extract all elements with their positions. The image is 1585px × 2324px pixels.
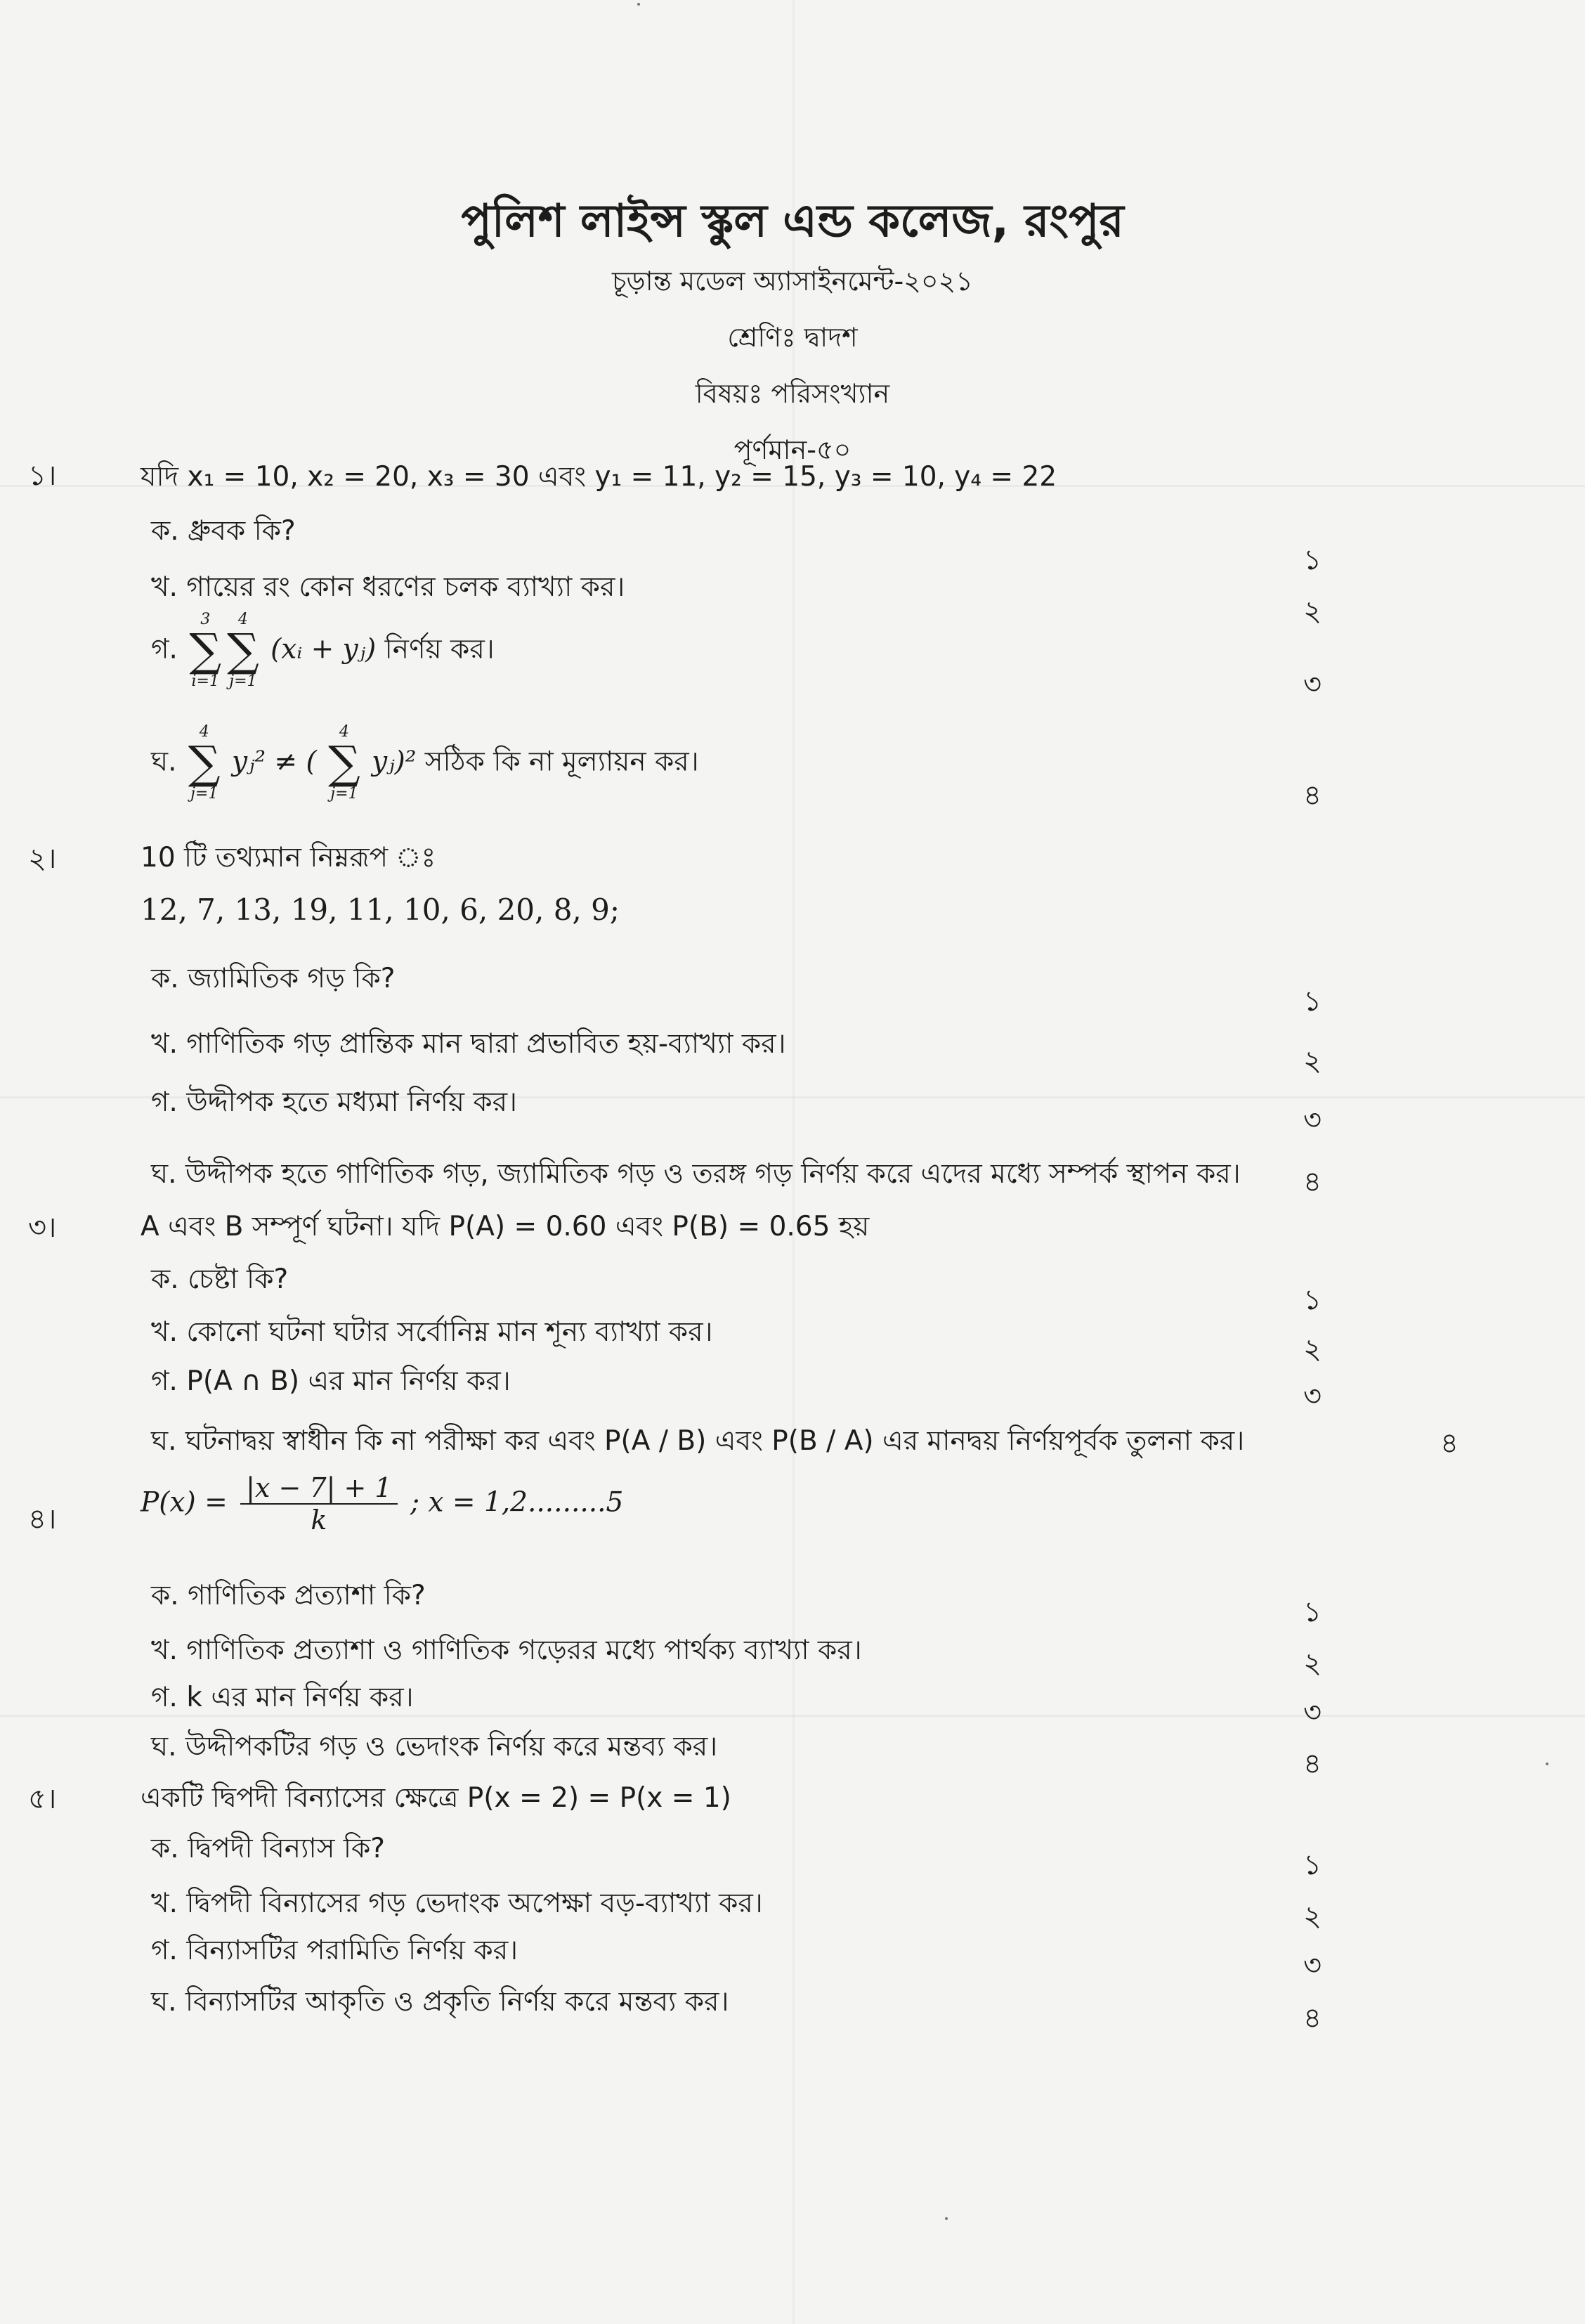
- part-text: বিন্যাসটির পরামিতি নির্ণয় কর।: [186, 1935, 518, 1966]
- part-marks: ৪: [1303, 1166, 1322, 1198]
- question-part: [151, 1311, 713, 1356]
- part-label: ঘ.: [151, 1731, 177, 1763]
- part-text: গাণিতিক গড় প্রান্তিক মান দ্বারা প্রভাবিত হয়-ব্যাখ্যা কর।: [186, 1028, 786, 1060]
- part-marks: ৩: [1303, 1696, 1322, 1729]
- part-text: উদ্দীপক হতে মধ্যমা নির্ণয় কর।: [186, 1086, 518, 1118]
- part-marks: ২: [1303, 595, 1322, 628]
- part-label: গ.: [151, 1086, 178, 1118]
- question-number: ৫।: [28, 1783, 57, 1815]
- part-marks: ২: [1303, 1647, 1322, 1680]
- question-part: [151, 611, 495, 690]
- sum-operator: 4 ∑ j=1: [188, 723, 221, 803]
- question-number: ৩।: [28, 1212, 57, 1244]
- part-marks: ৪: [1440, 1427, 1459, 1460]
- question-number: ২।: [28, 843, 57, 875]
- question-stem: P(x) = $\frac{|x - 7| + 1}{k}$ ; x = 1,2.........5: [141, 1472, 624, 1536]
- question-part: [151, 1081, 517, 1127]
- part-text: উদ্দীপকটির গড় ও ভেদাংক নির্ণয় করে মন্তব্য কর।: [185, 1731, 718, 1763]
- part-marks: ২: [1303, 1045, 1322, 1077]
- school-name: পুলিশ লাইন্স স্কুল এন্ড কলেজ, রংপুর: [461, 195, 1124, 247]
- question-part: [151, 1360, 511, 1406]
- part-text: k এর মান নির্ণয় কর।: [186, 1682, 414, 1713]
- part-text: গাণিতিক প্রত্যাশা ও গাণিতিক গড়েরর মধ্যে পার্থক্য ব্যাখ্যা কর।: [186, 1635, 862, 1666]
- part-label: ঘ.: [151, 1425, 177, 1457]
- question-part: [151, 1980, 729, 2026]
- question-part: [151, 566, 625, 611]
- part-text: জ্যামিতিক গড় কি?: [188, 963, 396, 994]
- part-label: ক.: [151, 963, 179, 994]
- part-text: দ্বিপদী বিন্যাস কি?: [188, 1833, 386, 1864]
- sum-operator: 4 ∑ j=1: [328, 723, 360, 803]
- subject-label: বিষয়ঃ পরিসংখ্যান: [695, 378, 890, 409]
- part-text: ঘটনাদ্বয় স্বাধীন কি না পরীক্ষা কর এবং P(A / B) এবং P(B / A) এর মানদ্বয় নির্ণয়পূর্বক তুলনা কর।: [185, 1425, 1245, 1457]
- part-text: নির্ণয় কর।: [384, 633, 495, 666]
- question-stem: 10 টি তথ্যমান নিম্নরূপ ঃ: [141, 842, 436, 874]
- part-label: গ.: [151, 1935, 178, 1966]
- question-part: [151, 1725, 717, 1771]
- part-marks: ৪: [1303, 779, 1322, 812]
- part-marks: ১: [1303, 1596, 1322, 1628]
- part-marks: ৩: [1303, 1949, 1322, 1982]
- fraction: $\frac{|x - 7| + 1}{k}$: [240, 1472, 397, 1536]
- part-label: ঘ.: [151, 1986, 177, 2018]
- assignment-title: চূড়ান্ত মডেল অ্যাসাইনমেন্ট-২০২১: [612, 266, 973, 297]
- part-text: চেষ্টা কি?: [188, 1264, 289, 1295]
- part-marks: ৩: [1303, 1104, 1322, 1136]
- part-text: গায়ের রং কোন ধরণের চলক ব্যাখ্যা কর।: [186, 571, 625, 603]
- question-part: [151, 1827, 385, 1873]
- sum-operator: 3 ∑ i=1: [189, 611, 222, 690]
- part-label: খ.: [151, 1635, 178, 1666]
- paper-speck: [1546, 1763, 1548, 1765]
- part-text: ধ্রুবক কি?: [188, 515, 296, 547]
- part-text: দ্বিপদী বিন্যাসের গড় ভেদাংক অপেক্ষা বড়-ব্যাখ্যা কর।: [186, 1888, 763, 1919]
- question-part: [151, 957, 395, 1003]
- class-label: শ্রেণিঃ দ্বাদশ: [727, 322, 858, 353]
- part-text: কোনো ঘটনা ঘটার সর্বোনিম্ন মান শূন্য ব্যাখ্যা কর।: [186, 1316, 713, 1348]
- part-marks: ১: [1303, 985, 1322, 1018]
- part-marks: ১: [1303, 1284, 1322, 1316]
- question-part: [151, 1153, 1241, 1198]
- question-part: [151, 509, 296, 555]
- part-text: P(A ∩ B) এর মান নির্ণয় কর।: [186, 1365, 511, 1397]
- question-part: [151, 1574, 426, 1620]
- part-label: ঘ.: [151, 746, 177, 778]
- part-marks: ৩: [1303, 668, 1322, 701]
- sum-expression: yⱼ)²: [372, 746, 417, 778]
- part-label: খ.: [151, 571, 178, 603]
- part-text: উদ্দীপক হতে গাণিতিক গড়, জ্যামিতিক গড় ও তরঙ্গ গড় নির্ণয় করে এদের মধ্যে সম্পর্ক স্থাপন কর।: [185, 1158, 1241, 1190]
- exam-header: [0, 190, 1585, 478]
- question-part: [151, 1676, 414, 1722]
- part-label: ঘ.: [151, 1158, 177, 1190]
- data-values: 12, 7, 13, 19, 11, 10, 6, 20, 8, 9;: [141, 892, 620, 927]
- sum-expression: (xᵢ + yⱼ): [270, 633, 377, 666]
- paper-speck: [637, 3, 640, 6]
- part-label: গ.: [151, 1682, 178, 1713]
- part-marks: ১: [1303, 1849, 1322, 1881]
- part-label: ক.: [151, 1264, 179, 1295]
- part-marks: ২: [1303, 1333, 1322, 1365]
- full-marks-label: পূর্ণমান-৫০: [733, 434, 852, 465]
- question-part: [151, 1420, 1244, 1465]
- sum-operator: 4 ∑ j=1: [227, 611, 259, 690]
- question-number: ৪।: [28, 1503, 57, 1536]
- part-marks: ৩: [1303, 1380, 1322, 1413]
- question-part: [151, 1258, 288, 1304]
- part-label: খ.: [151, 1316, 178, 1348]
- part-marks: ৪: [1303, 2002, 1322, 2034]
- part-marks: ২: [1303, 1900, 1322, 1933]
- question-part: [151, 724, 699, 803]
- question-stem: যদি x₁ = 10, x₂ = 20, x₃ = 30 এবং y₁ = 11, y₂ = 15, y₃ = 10, y₄ = 22: [141, 461, 1057, 493]
- question-part: [151, 1882, 763, 1928]
- question-part: [151, 1629, 862, 1675]
- part-label: ক.: [151, 515, 179, 547]
- question-part: [151, 1023, 786, 1068]
- part-text: সঠিক কি না মূল্যায়ন কর।: [424, 746, 699, 778]
- part-label: খ.: [151, 1888, 178, 1919]
- question-stem: একটি দ্বিপদী বিন্যাসের ক্ষেত্রে P(x = 2) = P(x = 1): [141, 1782, 731, 1814]
- part-label: গ.: [151, 1365, 178, 1397]
- question-part: [151, 1929, 518, 1975]
- question-number: ১।: [28, 460, 57, 492]
- part-label: ক.: [151, 1580, 179, 1611]
- paper-speck: [945, 2217, 948, 2220]
- question-stem: A এবং B সম্পূর্ণ ঘটনা। যদি P(A) = 0.60 এবং P(B) = 0.65 হয়: [141, 1211, 870, 1242]
- part-marks: ৪: [1303, 1748, 1322, 1780]
- sum-expression: yⱼ² ≠ (: [232, 746, 317, 778]
- part-text: বিন্যাসটির আকৃতি ও প্রকৃতি নির্ণয় করে মন্তব্য কর।: [185, 1986, 729, 2018]
- part-label: খ.: [151, 1028, 178, 1060]
- part-label: গ.: [151, 633, 178, 666]
- part-marks: ১: [1303, 544, 1322, 576]
- part-label: ক.: [151, 1833, 179, 1864]
- part-text: গাণিতিক প্রত্যাশা কি?: [188, 1580, 426, 1611]
